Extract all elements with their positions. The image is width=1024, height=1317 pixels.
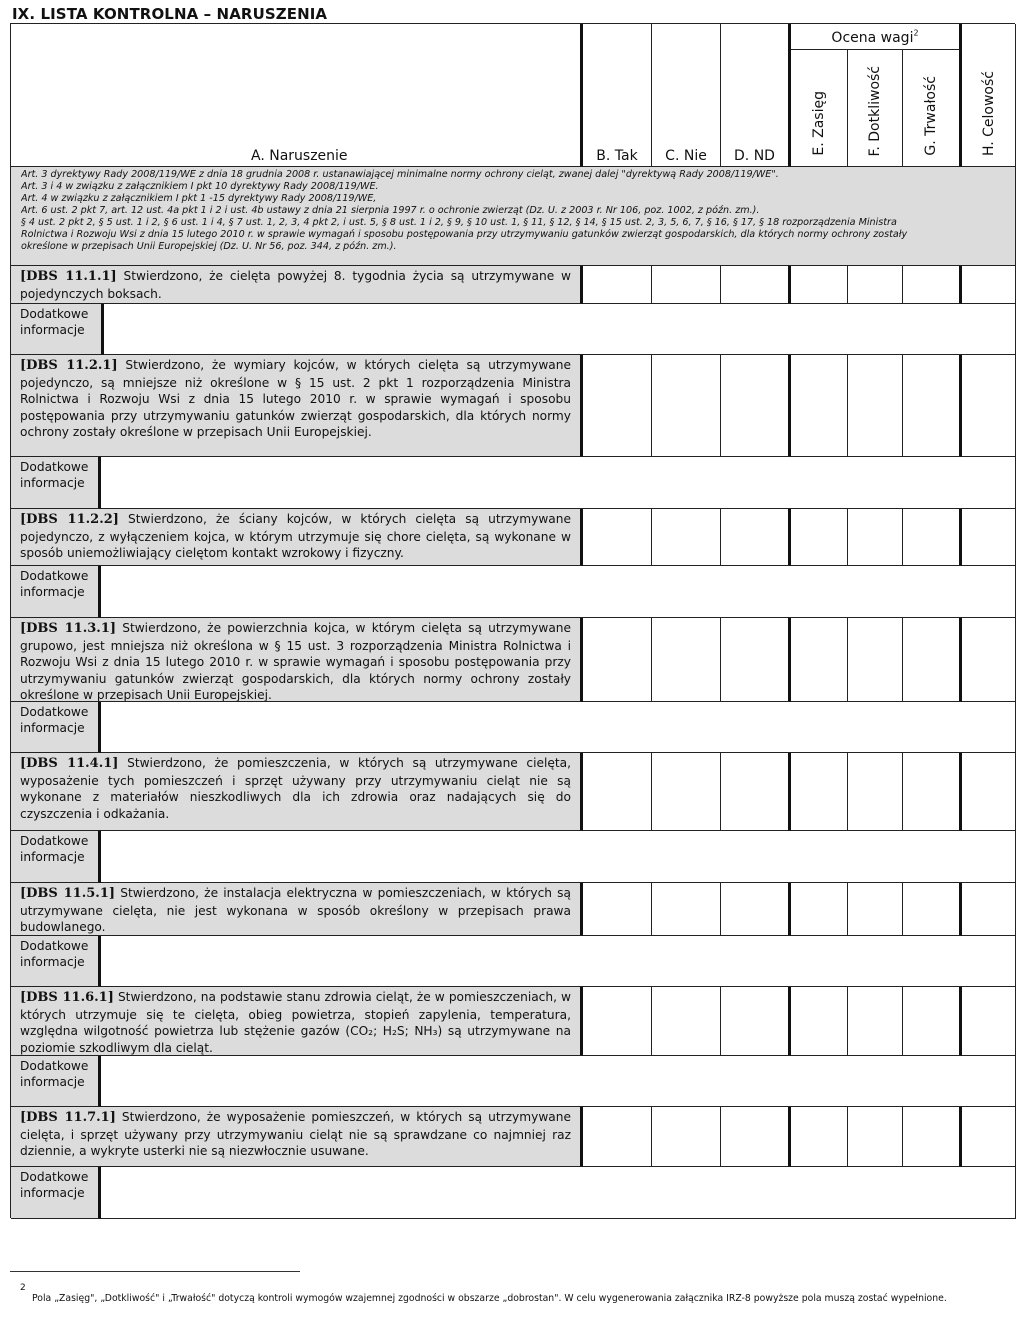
dotkliwosc-input[interactable] <box>848 753 903 831</box>
nd-checkbox[interactable] <box>721 618 791 702</box>
zasieg-input[interactable] <box>791 618 848 702</box>
trwalosc-input[interactable] <box>903 883 962 936</box>
legal-basis-line: określone w przepisach Unii Europejskiej (Dz. U. Nr 56, poz. 344, z późn. zm.). <box>21 241 397 252</box>
trwalosc-input[interactable] <box>903 266 962 304</box>
tak-checkbox[interactable] <box>583 987 652 1056</box>
dotkliwosc-input[interactable] <box>848 1107 903 1167</box>
legal-basis-line: Art. 6 ust. 2 pkt 7, art. 12 ust. 4a pkt 1 i 2 i ust. 4b ustawy z dnia 21 sierpnia 1997 r. o ochronie zwierząt (Dz. U. z 2003 r. Nr 106, poz. 1002, z późn. zm.). <box>21 205 760 216</box>
requirement-text: Stwierdzono, że powierzchnia kojca, w którym cielęta są utrzymywane grupowo, jest mniejsza niż określona w § 15 ust. 3 rozporządzenia Ministra Rolnictwa i Rozwoju Wsi z dnia 15 lutego 2010 r. w sprawie wymagań i sposobu postępowania przy utrzymywaniu gatunków zwierząt gospodarskich, dla których normy ochrony zostały określone w przepisach Unii Europejskiej. <box>20 621 572 702</box>
nie-checkbox[interactable] <box>652 883 721 936</box>
dodatkowe-informacje-label <box>11 457 101 509</box>
dodatkowe-informacje-input[interactable] <box>101 566 1016 618</box>
dodatkowe-informacje-text: Dodatkowe informacje <box>20 939 89 969</box>
header-dotkliwosc-label: F. Dotkliwość <box>867 65 883 156</box>
nie-checkbox[interactable] <box>652 618 721 702</box>
dodatkowe-informacje-label <box>11 831 101 883</box>
requirement-code: [DBS 11.7.1] <box>20 1110 116 1125</box>
trwalosc-input[interactable] <box>903 509 962 566</box>
dodatkowe-informacje-text: Dodatkowe informacje <box>20 460 89 490</box>
requirement-code: [DBS 11.4.1] <box>20 756 119 771</box>
requirement-code: [DBS 11.6.1] <box>20 990 114 1005</box>
requirement-code: [DBS 11.5.1] <box>20 886 116 901</box>
legal-basis-line: Art. 3 i 4 w związku z załącznikiem I pkt 10 dyrektywy Rady 2008/119/WE. <box>21 181 379 192</box>
dodatkowe-informacje-input[interactable] <box>101 1167 1016 1219</box>
dodatkowe-informacje-input[interactable] <box>101 457 1016 509</box>
dodatkowe-informacje-label <box>11 1056 101 1107</box>
footnote-divider <box>10 1271 300 1272</box>
requirement-text: Stwierdzono, że ściany kojców, w których cielęta są utrzymywane pojedynczo, z wyłączeniem kojca, w którym utrzymuje się chore cielęta, są wykonane w sposób uniemożliwiający cielętom kontakt wzrokowy i fizyczny. <box>20 512 572 560</box>
requirement-cell <box>11 266 583 304</box>
celowosc-input[interactable] <box>962 618 1016 702</box>
header-tak <box>583 24 652 167</box>
header-zasieg <box>791 50 848 167</box>
dodatkowe-informacje-text: Dodatkowe informacje <box>20 705 89 735</box>
requirement-cell <box>11 355 583 457</box>
trwalosc-input[interactable] <box>903 618 962 702</box>
header-celowosc-label: H. Celowość <box>980 70 997 156</box>
requirement-cell <box>11 509 583 566</box>
legal-basis-line: Art. 4 w związku z załącznikiem I pkt 1 -15 dyrektywy Rady 2008/119/WE, <box>21 193 377 204</box>
nd-checkbox[interactable] <box>721 883 791 936</box>
dodatkowe-informacje-text: Dodatkowe informacje <box>20 1170 89 1200</box>
dotkliwosc-input[interactable] <box>848 266 903 304</box>
dodatkowe-informacje-label <box>11 566 101 618</box>
tak-checkbox[interactable] <box>583 618 652 702</box>
zasieg-input[interactable] <box>791 266 848 304</box>
celowosc-input[interactable] <box>962 987 1016 1056</box>
header-celowosc <box>962 24 1016 167</box>
dodatkowe-informacje-text: Dodatkowe informacje <box>20 1059 89 1089</box>
requirement-cell <box>11 753 583 831</box>
checklist-table <box>10 23 1015 1218</box>
celowosc-input[interactable] <box>962 266 1016 304</box>
dodatkowe-informacje-input[interactable] <box>104 304 1016 355</box>
header-ocena-wagi-label: Ocena wagi <box>831 30 914 46</box>
trwalosc-input[interactable] <box>903 987 962 1056</box>
requirement-text: Stwierdzono, że instalacja elektryczna w pomieszczeniach, w których są utrzymywane cielęta, nie jest wykonana w sposób określony w przepisach prawa budowlanego. <box>20 886 572 934</box>
header-naruszenie <box>11 24 583 167</box>
header-naruszenie-label: A. Naruszenie <box>251 148 348 164</box>
celowosc-input[interactable] <box>962 355 1016 457</box>
nie-checkbox[interactable] <box>652 987 721 1056</box>
tak-checkbox[interactable] <box>583 753 652 831</box>
dotkliwosc-input[interactable] <box>848 883 903 936</box>
requirement-cell <box>11 618 583 702</box>
nd-checkbox[interactable] <box>721 266 791 304</box>
dodatkowe-informacje-input[interactable] <box>101 702 1016 753</box>
requirement-cell <box>11 987 583 1056</box>
nie-checkbox[interactable] <box>652 355 721 457</box>
header-nie <box>652 24 721 167</box>
dotkliwosc-input[interactable] <box>848 355 903 457</box>
nd-checkbox[interactable] <box>721 509 791 566</box>
zasieg-input[interactable] <box>791 987 848 1056</box>
dodatkowe-informacje-input[interactable] <box>101 831 1016 883</box>
zasieg-input[interactable] <box>791 883 848 936</box>
celowosc-input[interactable] <box>962 1107 1016 1167</box>
legal-basis-line: Art. 3 dyrektywy Rady 2008/119/WE z dnia 18 grudnia 2008 r. ustanawiającej minimalne normy ochrony cieląt, zwanej dalej "dyrektywą Rady 2008/119/WE". <box>21 169 779 180</box>
requirement-text: Stwierdzono, że cielęta powyżej 8. tygodnia życia są utrzymywane w pojedynczych boksach. <box>20 269 572 301</box>
header-trwalosc-label: G. Trwałość <box>923 76 939 156</box>
header-trwalosc <box>903 50 962 167</box>
zasieg-input[interactable] <box>791 1107 848 1167</box>
nie-checkbox[interactable] <box>652 509 721 566</box>
dodatkowe-informacje-label <box>11 1167 101 1219</box>
celowosc-input[interactable] <box>962 509 1016 566</box>
nd-checkbox[interactable] <box>721 987 791 1056</box>
footnote-mark: 2 <box>20 1283 26 1293</box>
requirement-text: Stwierdzono, że wymiary kojców, w których cielęta są utrzymywane pojedynczo, są mniejsze niż określone w § 15 ust. 2 pkt 1 rozporządzenia Ministra Rolnictwa i Rozwoju Wsi z dnia 15 lutego 2010 r. w sprawie wymagań i sposobu postępowania przy utrzymywaniu gatunków zwierząt gospodarskich, dla których normy ochrony zostały określone w przepisach Unii Europejskiej. <box>20 358 571 439</box>
header-ocena-wagi <box>791 24 962 50</box>
nie-checkbox[interactable] <box>652 753 721 831</box>
requirement-code: [DBS 11.2.2] <box>20 512 119 527</box>
dodatkowe-informacje-input[interactable] <box>101 936 1016 987</box>
requirement-code: [DBS 11.1.1] <box>20 269 117 284</box>
tak-checkbox[interactable] <box>583 883 652 936</box>
header-zasieg-label: E. Zasięg <box>811 91 827 156</box>
dodatkowe-informacje-label <box>11 936 101 987</box>
section-title: IX. LISTA KONTROLNA – NARUSZENIA <box>12 5 328 23</box>
trwalosc-input[interactable] <box>903 753 962 831</box>
dotkliwosc-input[interactable] <box>848 618 903 702</box>
header-tak-label: B. Tak <box>596 148 638 164</box>
requirement-text: Stwierdzono, na podstawie stanu zdrowia cieląt, że w pomieszczeniach, w których utrzymuje się te cielęta, obieg powietrza, stopień zapylenia, temperatura, względna wilgotność powietrza lub stężenie gazów (CO₂; H₂S; NH₃) są utrzymywane na poziomie szkodliwym dla cieląt. <box>20 990 571 1055</box>
tak-checkbox[interactable] <box>583 509 652 566</box>
footnote-ref: 2 <box>913 28 919 38</box>
zasieg-input[interactable] <box>791 355 848 457</box>
nie-checkbox[interactable] <box>652 266 721 304</box>
dodatkowe-informacje-input[interactable] <box>101 1056 1016 1107</box>
dodatkowe-informacje-text: Dodatkowe informacje <box>20 569 89 599</box>
legal-basis <box>11 167 1016 266</box>
dotkliwosc-input[interactable] <box>848 509 903 566</box>
nie-checkbox[interactable] <box>652 1107 721 1167</box>
requirement-cell <box>11 883 583 936</box>
legal-basis-line: Rolnictwa i Rozwoju Wsi z dnia 15 lutego 2010 r. w sprawie wymagań i sposobu postępowania przy utrzymywaniu gatunków zwierząt gospodarskich, dla których normy ochrony zostały <box>21 229 908 240</box>
nd-checkbox[interactable] <box>721 1107 791 1167</box>
requirement-cell <box>11 1107 583 1167</box>
requirement-code: [DBS 11.2.1] <box>20 358 118 373</box>
tak-checkbox[interactable] <box>583 266 652 304</box>
dodatkowe-informacje-text: Dodatkowe informacje <box>20 834 89 864</box>
dodatkowe-informacje-label <box>11 702 101 753</box>
trwalosc-input[interactable] <box>903 355 962 457</box>
header-nd-label: D. ND <box>734 148 775 164</box>
requirement-code: [DBS 11.3.1] <box>20 621 117 636</box>
requirement-text: Stwierdzono, że wyposażenie pomieszczeń, w których są utrzymywane cielęta, i sprzęt używany przy utrzymywaniu cieląt nie są sprawdzane co najmniej raz dziennie, a wykryte usterki nie są niezwłocznie usuwane. <box>20 1110 571 1158</box>
tak-checkbox[interactable] <box>583 355 652 457</box>
header-dotkliwosc <box>848 50 903 167</box>
dotkliwosc-input[interactable] <box>848 987 903 1056</box>
dodatkowe-informacje-label <box>11 304 104 355</box>
zasieg-input[interactable] <box>791 509 848 566</box>
footnote-text: Pola „Zasięg", „Dotkliwość" i „Trwałość" dotyczą kontroli wymogów wzajemnej zgodności w obszarze „dobrostan". W celu wygenerowania załącznika IRZ-8 powyższe pola muszą zostać wypełnione. <box>32 1293 947 1304</box>
trwalosc-input[interactable] <box>903 1107 962 1167</box>
header-nd <box>721 24 791 167</box>
nd-checkbox[interactable] <box>721 355 791 457</box>
celowosc-input[interactable] <box>962 883 1016 936</box>
header-nie-label: C. Nie <box>665 148 707 164</box>
requirement-text: Stwierdzono, że pomieszczenia, w których są utrzymywane cielęta, wyposażenie tych pomieszczeń i sprzęt używany przy utrzymywaniu cieląt nie są wykonane z materiałów nieszkodliwych dla ich zdrowia oraz nadających się do czyszczenia i odkażania. <box>20 756 571 821</box>
celowosc-input[interactable] <box>962 753 1016 831</box>
legal-basis-line: § 4 ust. 2 pkt 2, § 5 ust. 1 i 2, § 6 ust. 1 i 4, § 7 ust. 1, 2, 3, 4 pkt 2, i ust. 5, § 8 ust. 1 i 2, § 9, § 10 ust. 1, § 11, § 12, § 14, § 15 ust. 2, 3, 5, 6, 7, § 16, § 17, § 18 rozporządzenia Ministra <box>21 217 897 228</box>
tak-checkbox[interactable] <box>583 1107 652 1167</box>
dodatkowe-informacje-text: Dodatkowe informacje <box>20 307 89 337</box>
nd-checkbox[interactable] <box>721 753 791 831</box>
zasieg-input[interactable] <box>791 753 848 831</box>
